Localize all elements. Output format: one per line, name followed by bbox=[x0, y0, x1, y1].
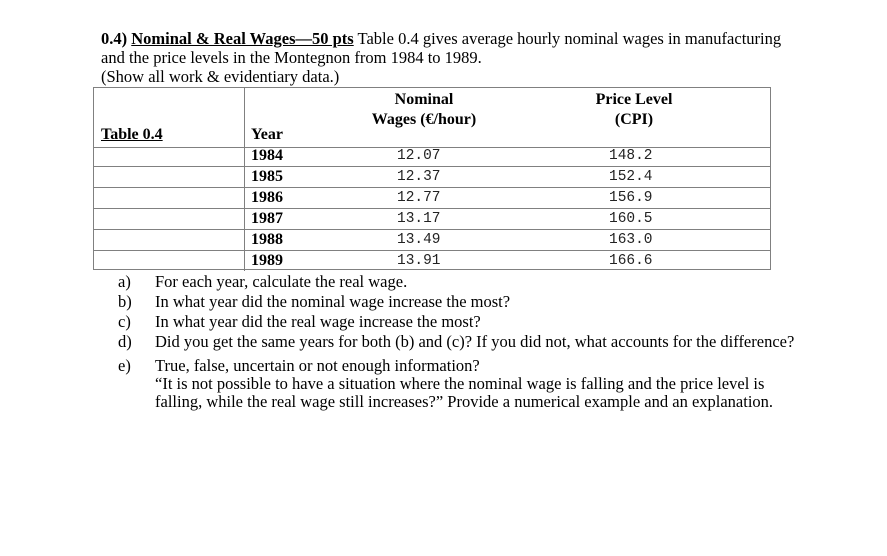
question-b-text: In what year did the nominal wage increase the most? bbox=[155, 292, 511, 311]
cell-year: 1987 bbox=[251, 210, 283, 227]
col-nominal-header-line1: Nominal bbox=[394, 91, 454, 108]
cell-year: 1988 bbox=[251, 231, 283, 248]
cell-wage: 13.91 bbox=[397, 253, 441, 269]
question-number: 0.4) bbox=[101, 29, 128, 48]
question-c-text: In what year did the real wage increase the most? bbox=[155, 312, 481, 331]
col-price-header-line2: (CPI) bbox=[614, 111, 654, 128]
table-row bbox=[94, 210, 770, 230]
cell-cpi: 152.4 bbox=[609, 169, 653, 185]
question-list bbox=[118, 273, 798, 413]
cell-cpi: 160.5 bbox=[609, 211, 653, 227]
question-d-label: d) bbox=[118, 332, 132, 351]
table-row bbox=[94, 189, 770, 209]
question-e bbox=[118, 357, 798, 411]
question-e-text: True, false, uncertain or not enough information? bbox=[155, 356, 480, 375]
cell-year: 1984 bbox=[251, 147, 283, 164]
cell-year: 1986 bbox=[251, 189, 283, 206]
col-nominal-header-line2: Wages (€/hour) bbox=[371, 111, 477, 128]
table-row bbox=[94, 147, 770, 167]
cell-wage: 13.17 bbox=[397, 211, 441, 227]
question-d bbox=[118, 333, 798, 351]
table-row bbox=[94, 252, 770, 272]
cell-wage: 12.37 bbox=[397, 169, 441, 185]
question-c bbox=[118, 313, 798, 331]
cell-year: 1989 bbox=[251, 252, 283, 269]
table-row bbox=[94, 231, 770, 251]
question-title: Nominal & Real Wages—50 pts bbox=[131, 29, 354, 48]
question-e-quote: “It is not possible to have a situation where the nominal wage is falling and the price level is falling, while the real wage still increases?” Provide a numerical example and an explanation. bbox=[155, 374, 774, 411]
table-row bbox=[94, 168, 770, 188]
question-a bbox=[118, 273, 798, 291]
table-header-row bbox=[94, 88, 770, 148]
table-label: Table 0.4 bbox=[101, 126, 163, 143]
cell-cpi: 156.9 bbox=[609, 190, 653, 206]
question-b bbox=[118, 293, 798, 311]
question-c-label: c) bbox=[118, 312, 131, 331]
cell-cpi: 148.2 bbox=[609, 148, 653, 164]
question-a-label: a) bbox=[118, 272, 131, 291]
data-table bbox=[93, 87, 771, 270]
question-intro bbox=[101, 29, 801, 86]
cell-cpi: 166.6 bbox=[609, 253, 653, 269]
cell-wage: 13.49 bbox=[397, 232, 441, 248]
col-price-header-line1: Price Level bbox=[595, 91, 673, 108]
question-a-text: For each year, calculate the real wage. bbox=[155, 272, 408, 291]
question-instruction: (Show all work & evidentiary data.) bbox=[101, 67, 340, 86]
question-intro-text: Table 0.4 gives average hourly nominal wages in manufacturing and the price levels in the Montegnon from 1984 to 1989. bbox=[101, 29, 782, 67]
question-e-label: e) bbox=[118, 356, 131, 375]
question-b-label: b) bbox=[118, 292, 132, 311]
col-year-header: Year bbox=[251, 126, 283, 143]
cell-wage: 12.07 bbox=[397, 148, 441, 164]
cell-wage: 12.77 bbox=[397, 190, 441, 206]
cell-cpi: 163.0 bbox=[609, 232, 653, 248]
cell-year: 1985 bbox=[251, 168, 283, 185]
question-d-text: Did you get the same years for both (b) and (c)? If you did not, what accounts for the difference? bbox=[155, 332, 795, 351]
